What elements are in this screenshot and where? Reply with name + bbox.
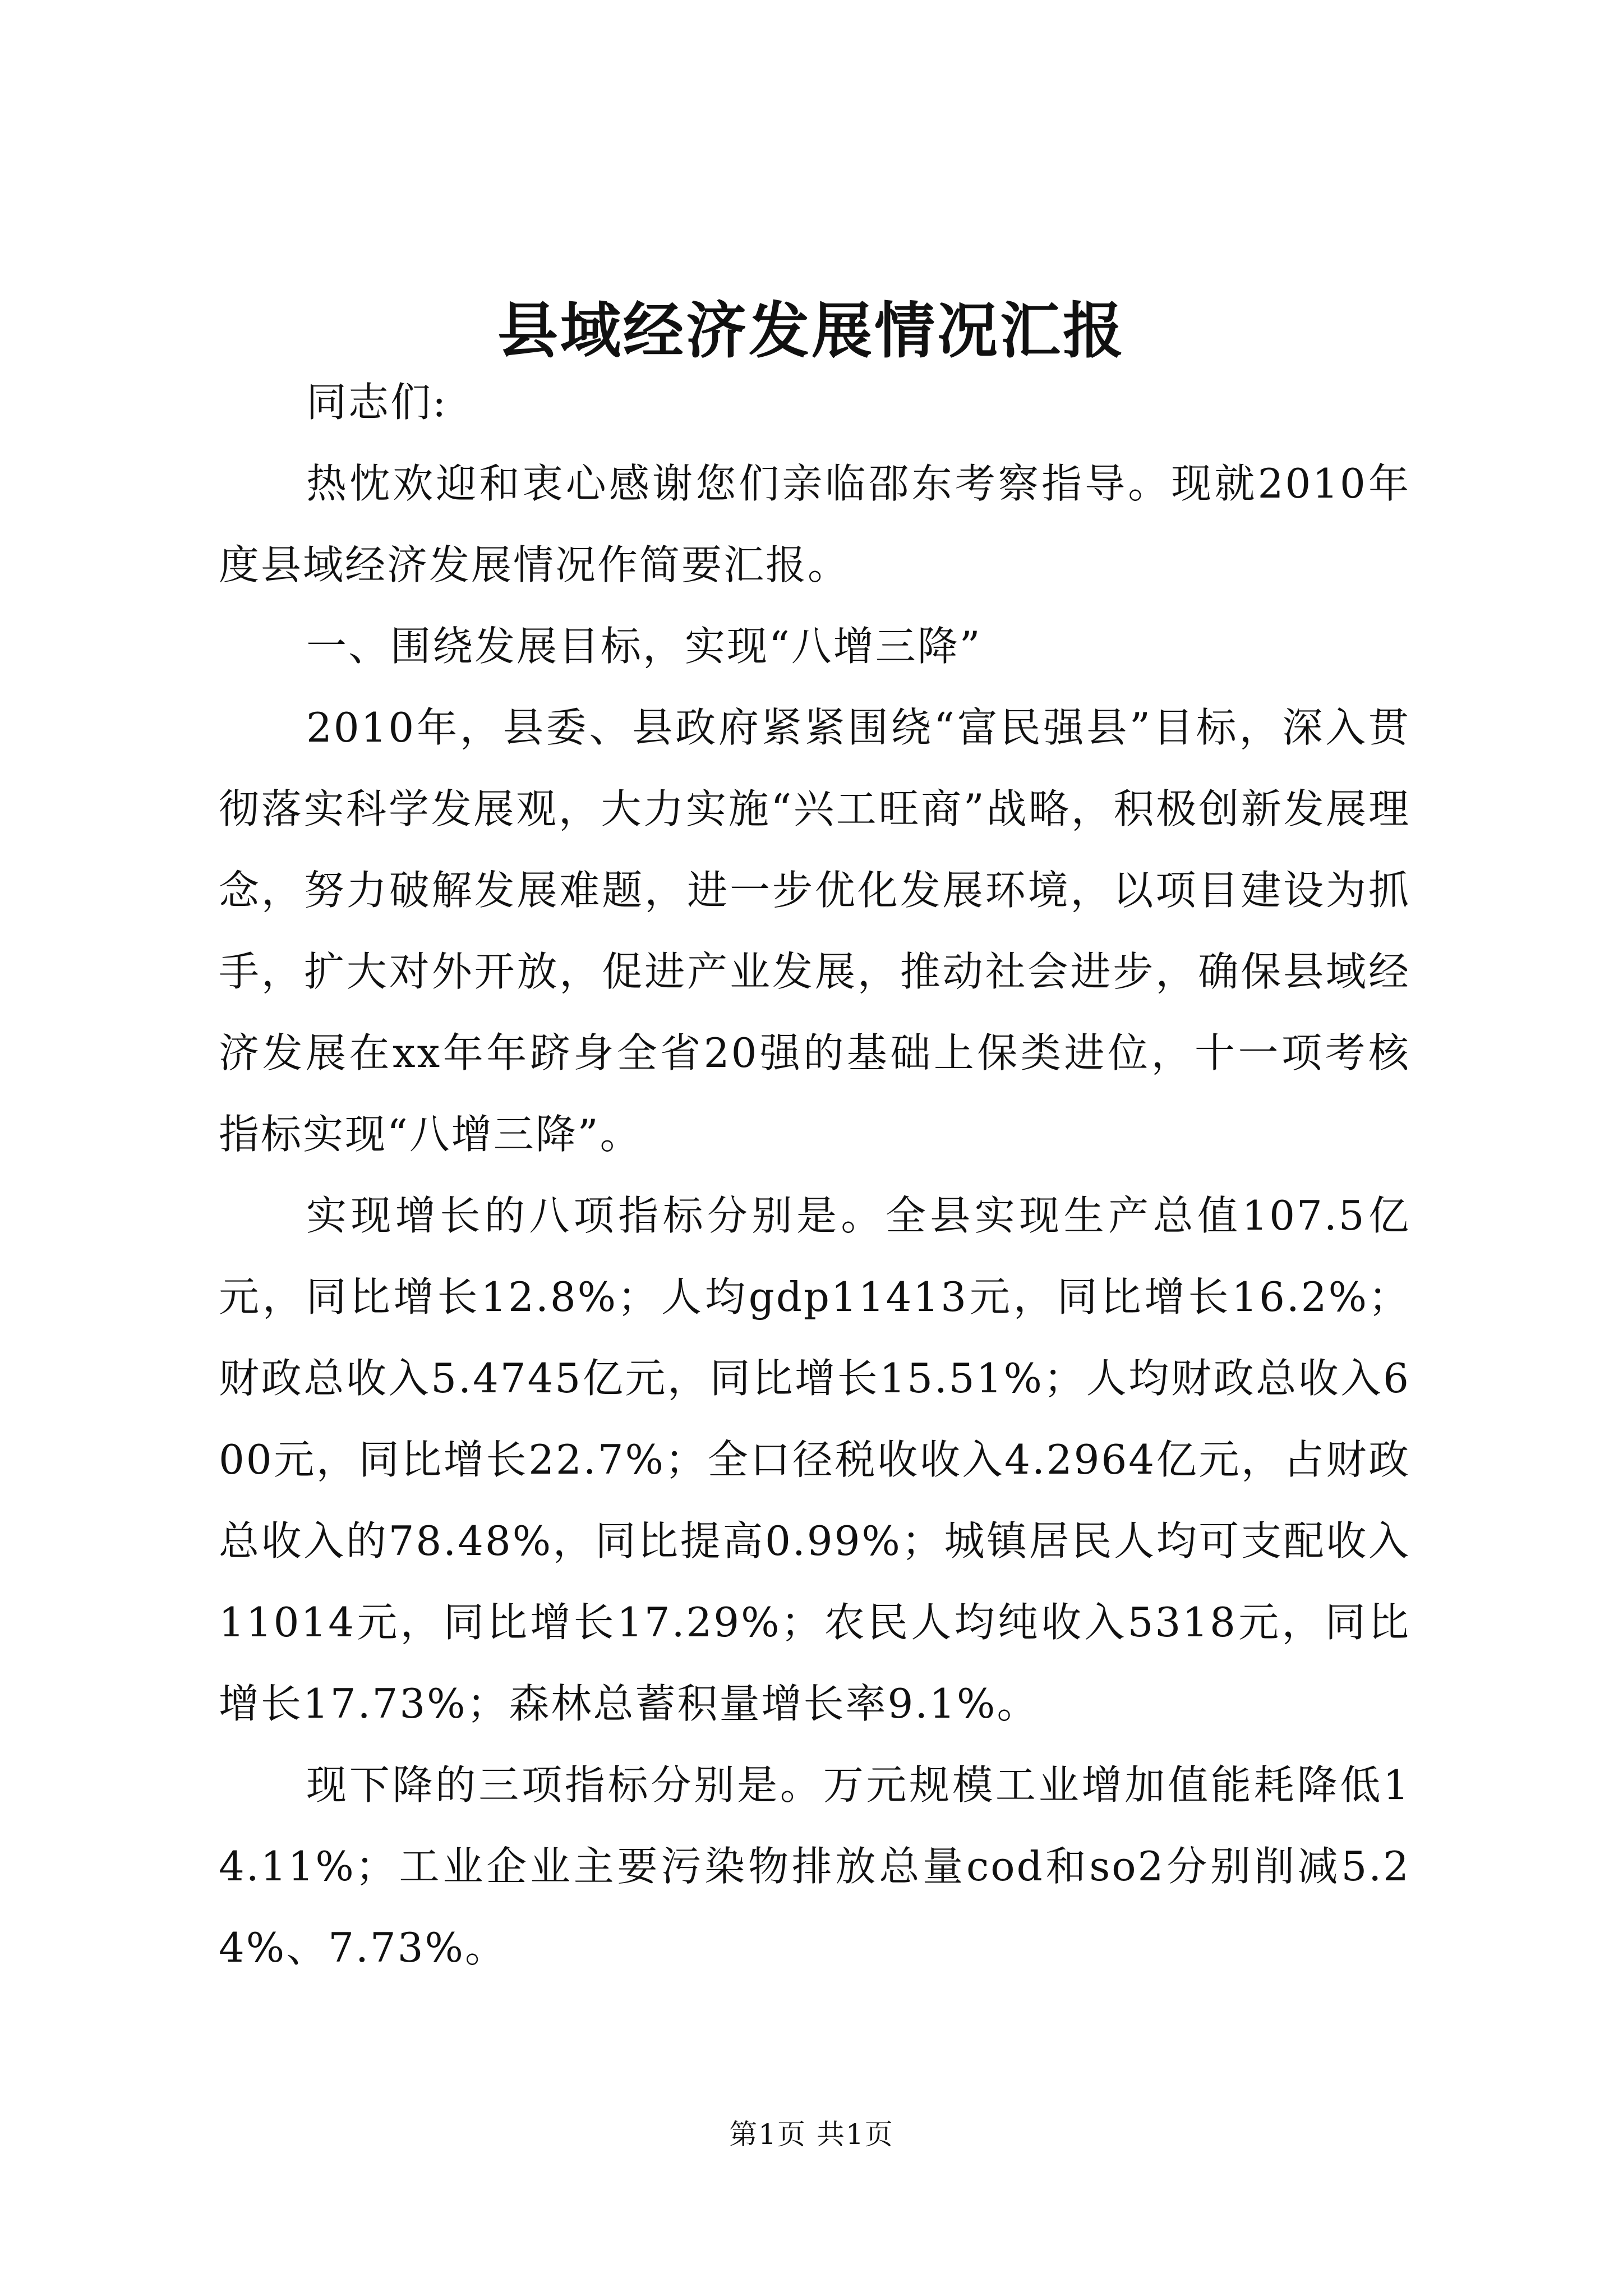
page-footer: 第1页 共1页 [729, 2118, 894, 2151]
overview-paragraph: 2010年，县委、县政府紧紧围绕“富民强县”目标，深入贯彻落实科学发展观，大力实施“兴工旺商”战略，积极创新发展理念，努力破解发展难题，进一步优化发展环境，以项目建设为抓手，扩大对外开放，促进产业发展，推动社会进步，确保县域经济发展在xx年年跻身全省20强的基础上保类进位，十一项考核指标实现“八增三降”。 [219, 704, 1410, 1158]
section-heading: 一、围绕发展目标，实现“八增三降” [306, 623, 982, 670]
document-body [219, 362, 1410, 1989]
intro-paragraph: 热忱欢迎和衷心感谢您们亲临邵东考察指导。现就2010年度县域经济发展情况作简要汇报。 [219, 460, 1410, 588]
document-title: 县域经济发展情况汇报 [497, 296, 1126, 366]
growth-indicators-paragraph: 实现增长的八项指标分别是。全县实现生产总值107.5亿元，同比增长12.8%；人均gdp11413元，同比增长16.2%；财政总收入5.4745亿元，同比增长15.51%；人均财政总收入600元，同比增长22.7%；全口径税收收入4.2964亿元，占财政总收入的78.48%，同比提高0.99%；城镇居民人均可支配收入11014元，同比增长17.29%；农民人均纯收入5318元，同比增长17.73%；森林总蓄积量增长率9.1%。 [219, 1192, 1410, 1727]
salutation: 同志们: [306, 379, 448, 426]
decline-indicators-paragraph: 现下降的三项指标分别是。万元规模工业增加值能耗降低14.11%；工业企业主要污染物排放总量cod和so2分别削减5.24%、7.73%。 [219, 1761, 1410, 1971]
